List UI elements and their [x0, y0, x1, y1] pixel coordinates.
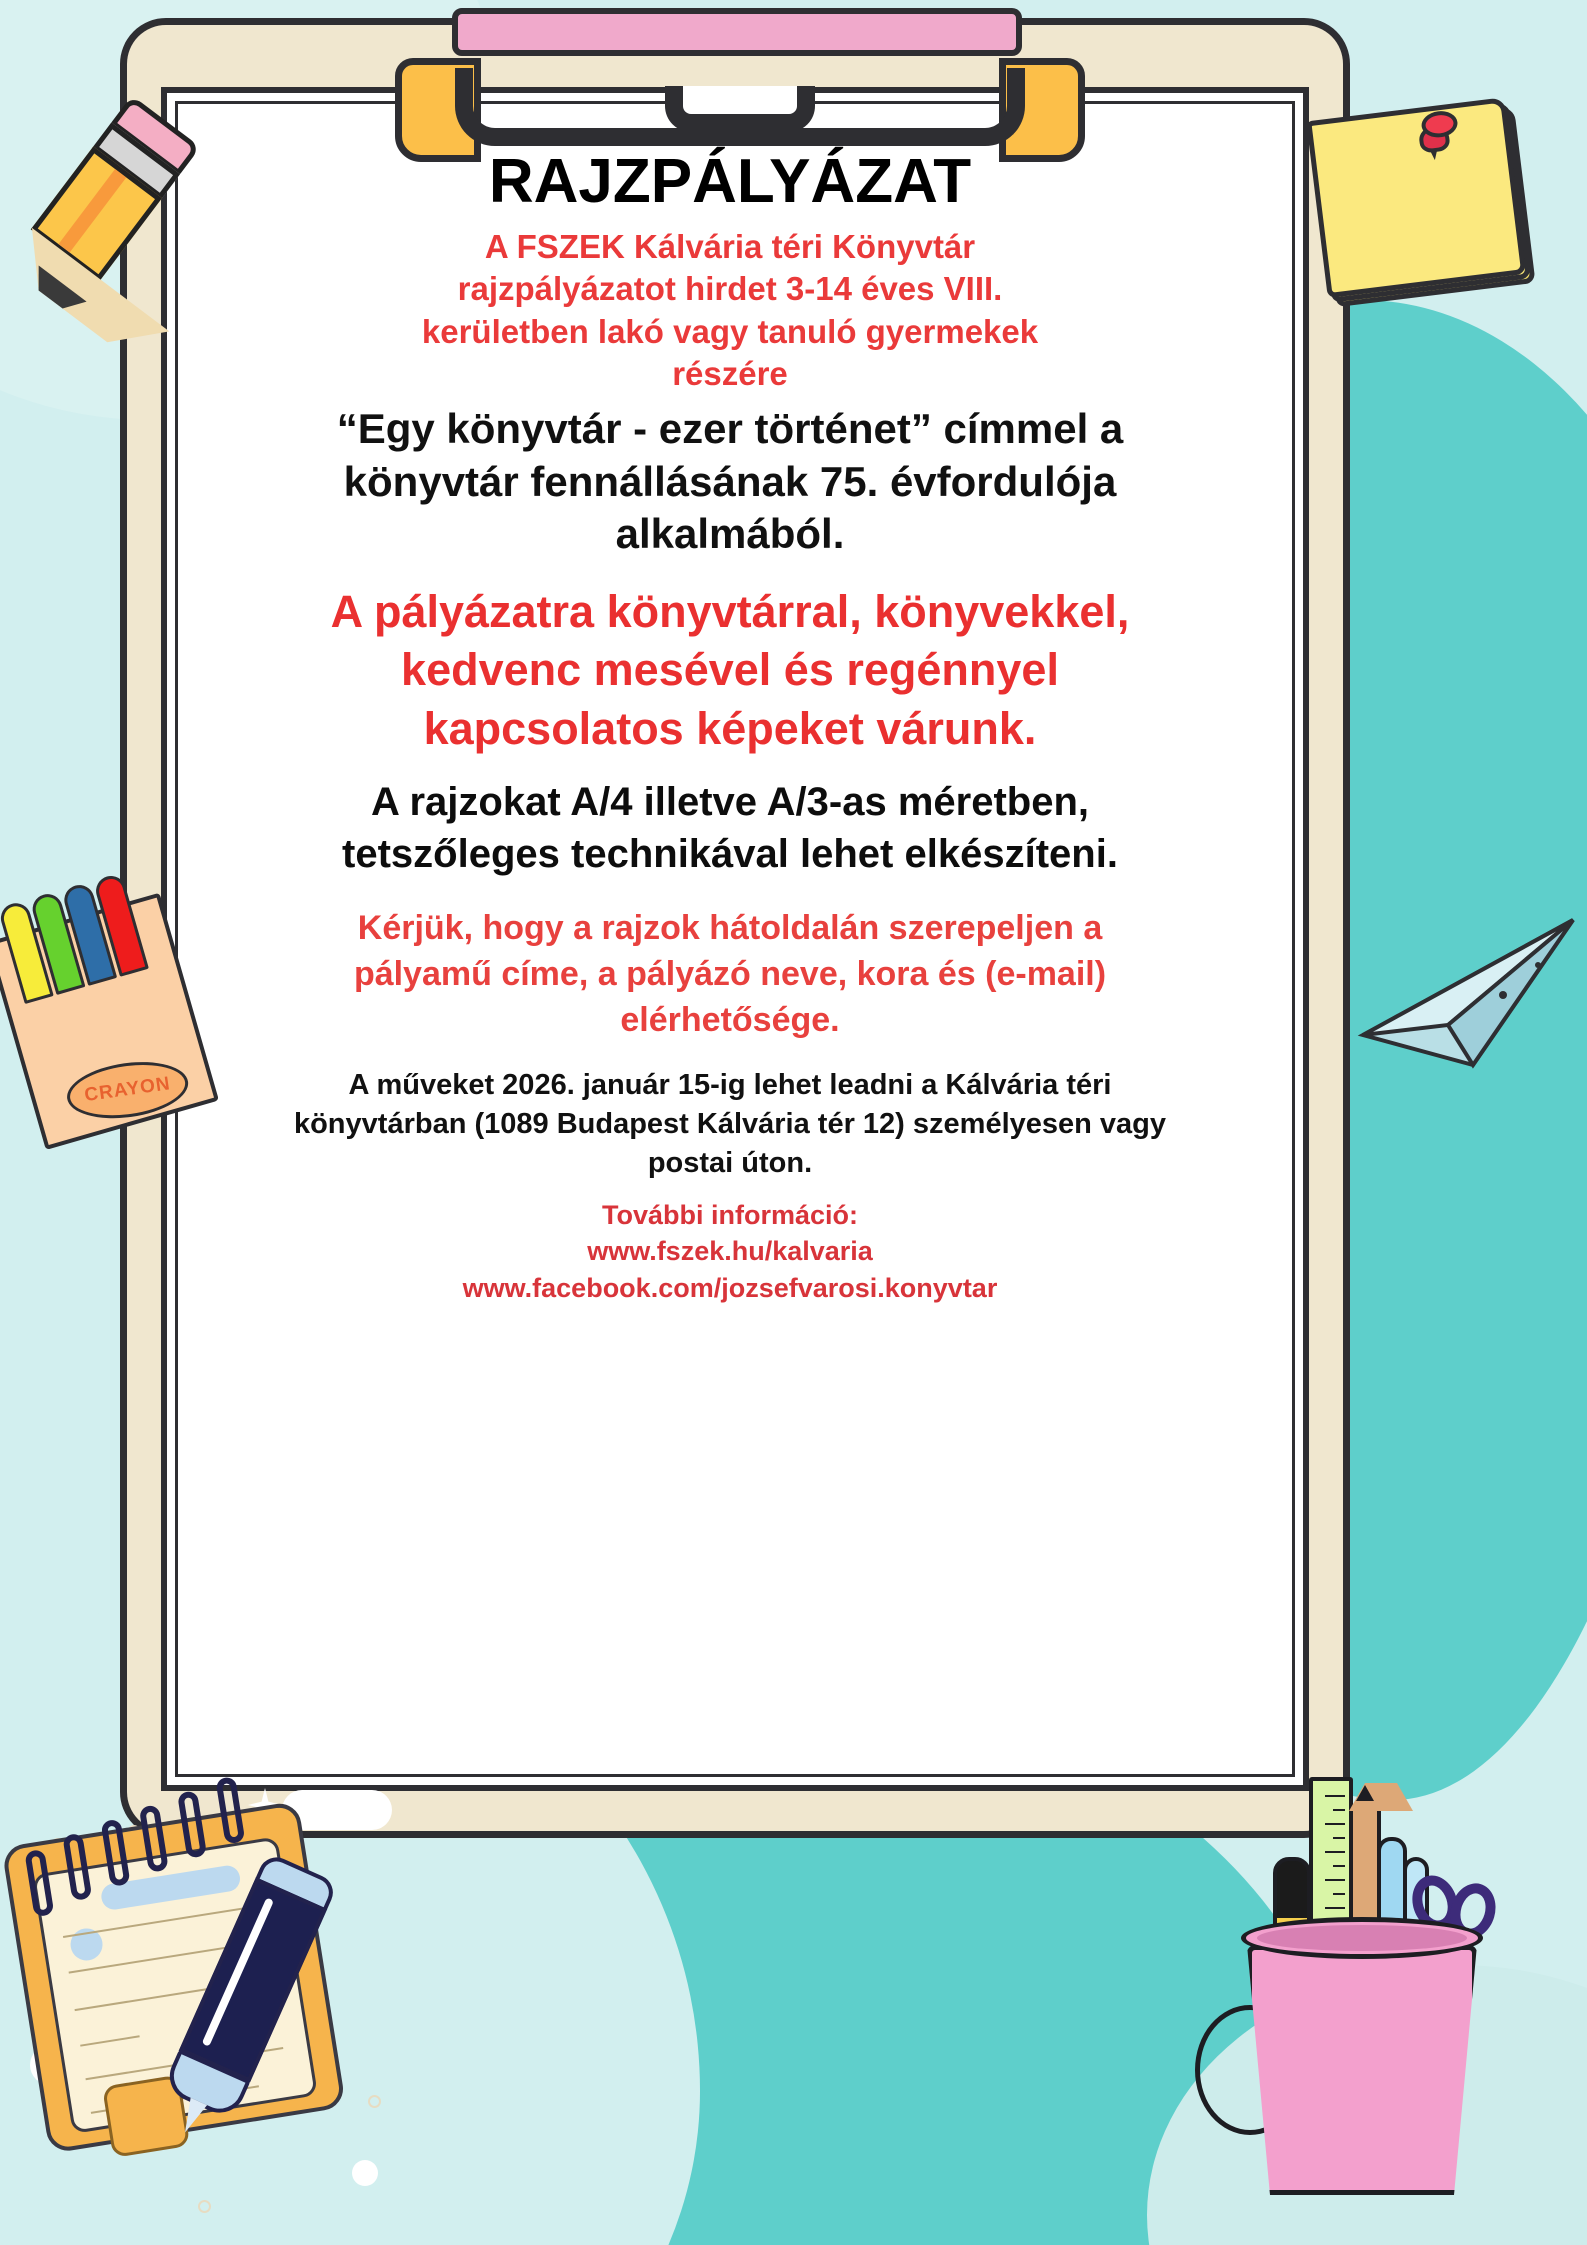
deadline-line: A műveket 2026. január 15-ig lehet leadni a Kálvária téri — [348, 1068, 1112, 1101]
quote-line: “Egy könyvtár - ezer történet” címmel a — [336, 405, 1124, 453]
crayon-box-label: CRAYON — [63, 1055, 191, 1125]
submission-topic — [230, 583, 1230, 759]
deadline-line: könyvtárban (1089 Budapest Kálvária tér 12) személyesen vagy — [293, 1107, 1167, 1140]
spiral-ring — [177, 1790, 207, 1858]
pen-nib — [177, 2098, 207, 2136]
deadline-line: postai úton. — [647, 1147, 813, 1180]
request-line: Kérjük, hogy a rajzok hátoldalán szerepeljen a — [357, 909, 1103, 948]
mug-rim-inner — [1257, 1925, 1467, 1951]
intro-line: rajzpályázatot hirdet 3-14 éves VIII. — [457, 270, 1003, 308]
clip-notch — [665, 86, 815, 132]
clip-pink-tab-icon — [452, 8, 1022, 56]
contact-info — [280, 1197, 1180, 1306]
paper-plane-icon — [1353, 905, 1583, 1095]
spiral-ring — [139, 1804, 169, 1872]
decor-ring — [198, 2200, 211, 2213]
topic-line: A pályázatra könyvtárral, könyvekkel, — [330, 585, 1130, 637]
intro-line: részére — [672, 354, 788, 392]
decor-dot — [352, 2160, 378, 2186]
intro-line: kerületben lakó vagy tanuló gyermekek — [421, 312, 1039, 350]
topic-line: kedvenc mesével és regénnyel — [401, 644, 1059, 696]
contact-website[interactable]: www.fszek.hu/kalvaria — [587, 1236, 873, 1267]
push-pin-icon — [1414, 109, 1463, 158]
deadline-info — [255, 1066, 1205, 1183]
format-line: A rajzokat A/4 illetve A/3-as méretben, — [370, 780, 1090, 825]
notebook-rule — [80, 2035, 140, 2046]
quote-line: könyvtár fennállásának 75. évfordulója — [343, 457, 1117, 505]
intro-paragraph — [370, 226, 1090, 395]
page-title: RAJZPÁLYÁZAT — [488, 147, 972, 216]
back-side-request — [270, 906, 1190, 1044]
format-line: tetszőleges technikával lehet elkészíteni. — [342, 832, 1118, 877]
quote-line: alkalmából. — [615, 510, 845, 558]
mug-body — [1247, 1945, 1477, 2195]
request-line: elérhetősége. — [620, 1000, 840, 1039]
theme-quote — [225, 403, 1235, 561]
contact-heading: További információ: — [601, 1200, 858, 1231]
pencil-cup-icon — [1217, 1775, 1517, 2195]
format-requirements — [215, 776, 1245, 880]
intro-line: A FSZEK Kálvária téri Könyvtár — [484, 228, 976, 266]
poster-content — [180, 148, 1280, 1306]
request-line: pályamű címe, a pályázó neve, kora és (e-mail) — [353, 955, 1107, 994]
topic-line: kapcsolatos képeket várunk. — [423, 702, 1037, 754]
clip-handle — [455, 68, 1025, 146]
contact-facebook[interactable]: www.facebook.com/jozsefvarosi.konyvtar — [462, 1272, 998, 1303]
sticky-notes-icon — [1306, 96, 1538, 310]
spiral-ring — [215, 1776, 245, 1844]
